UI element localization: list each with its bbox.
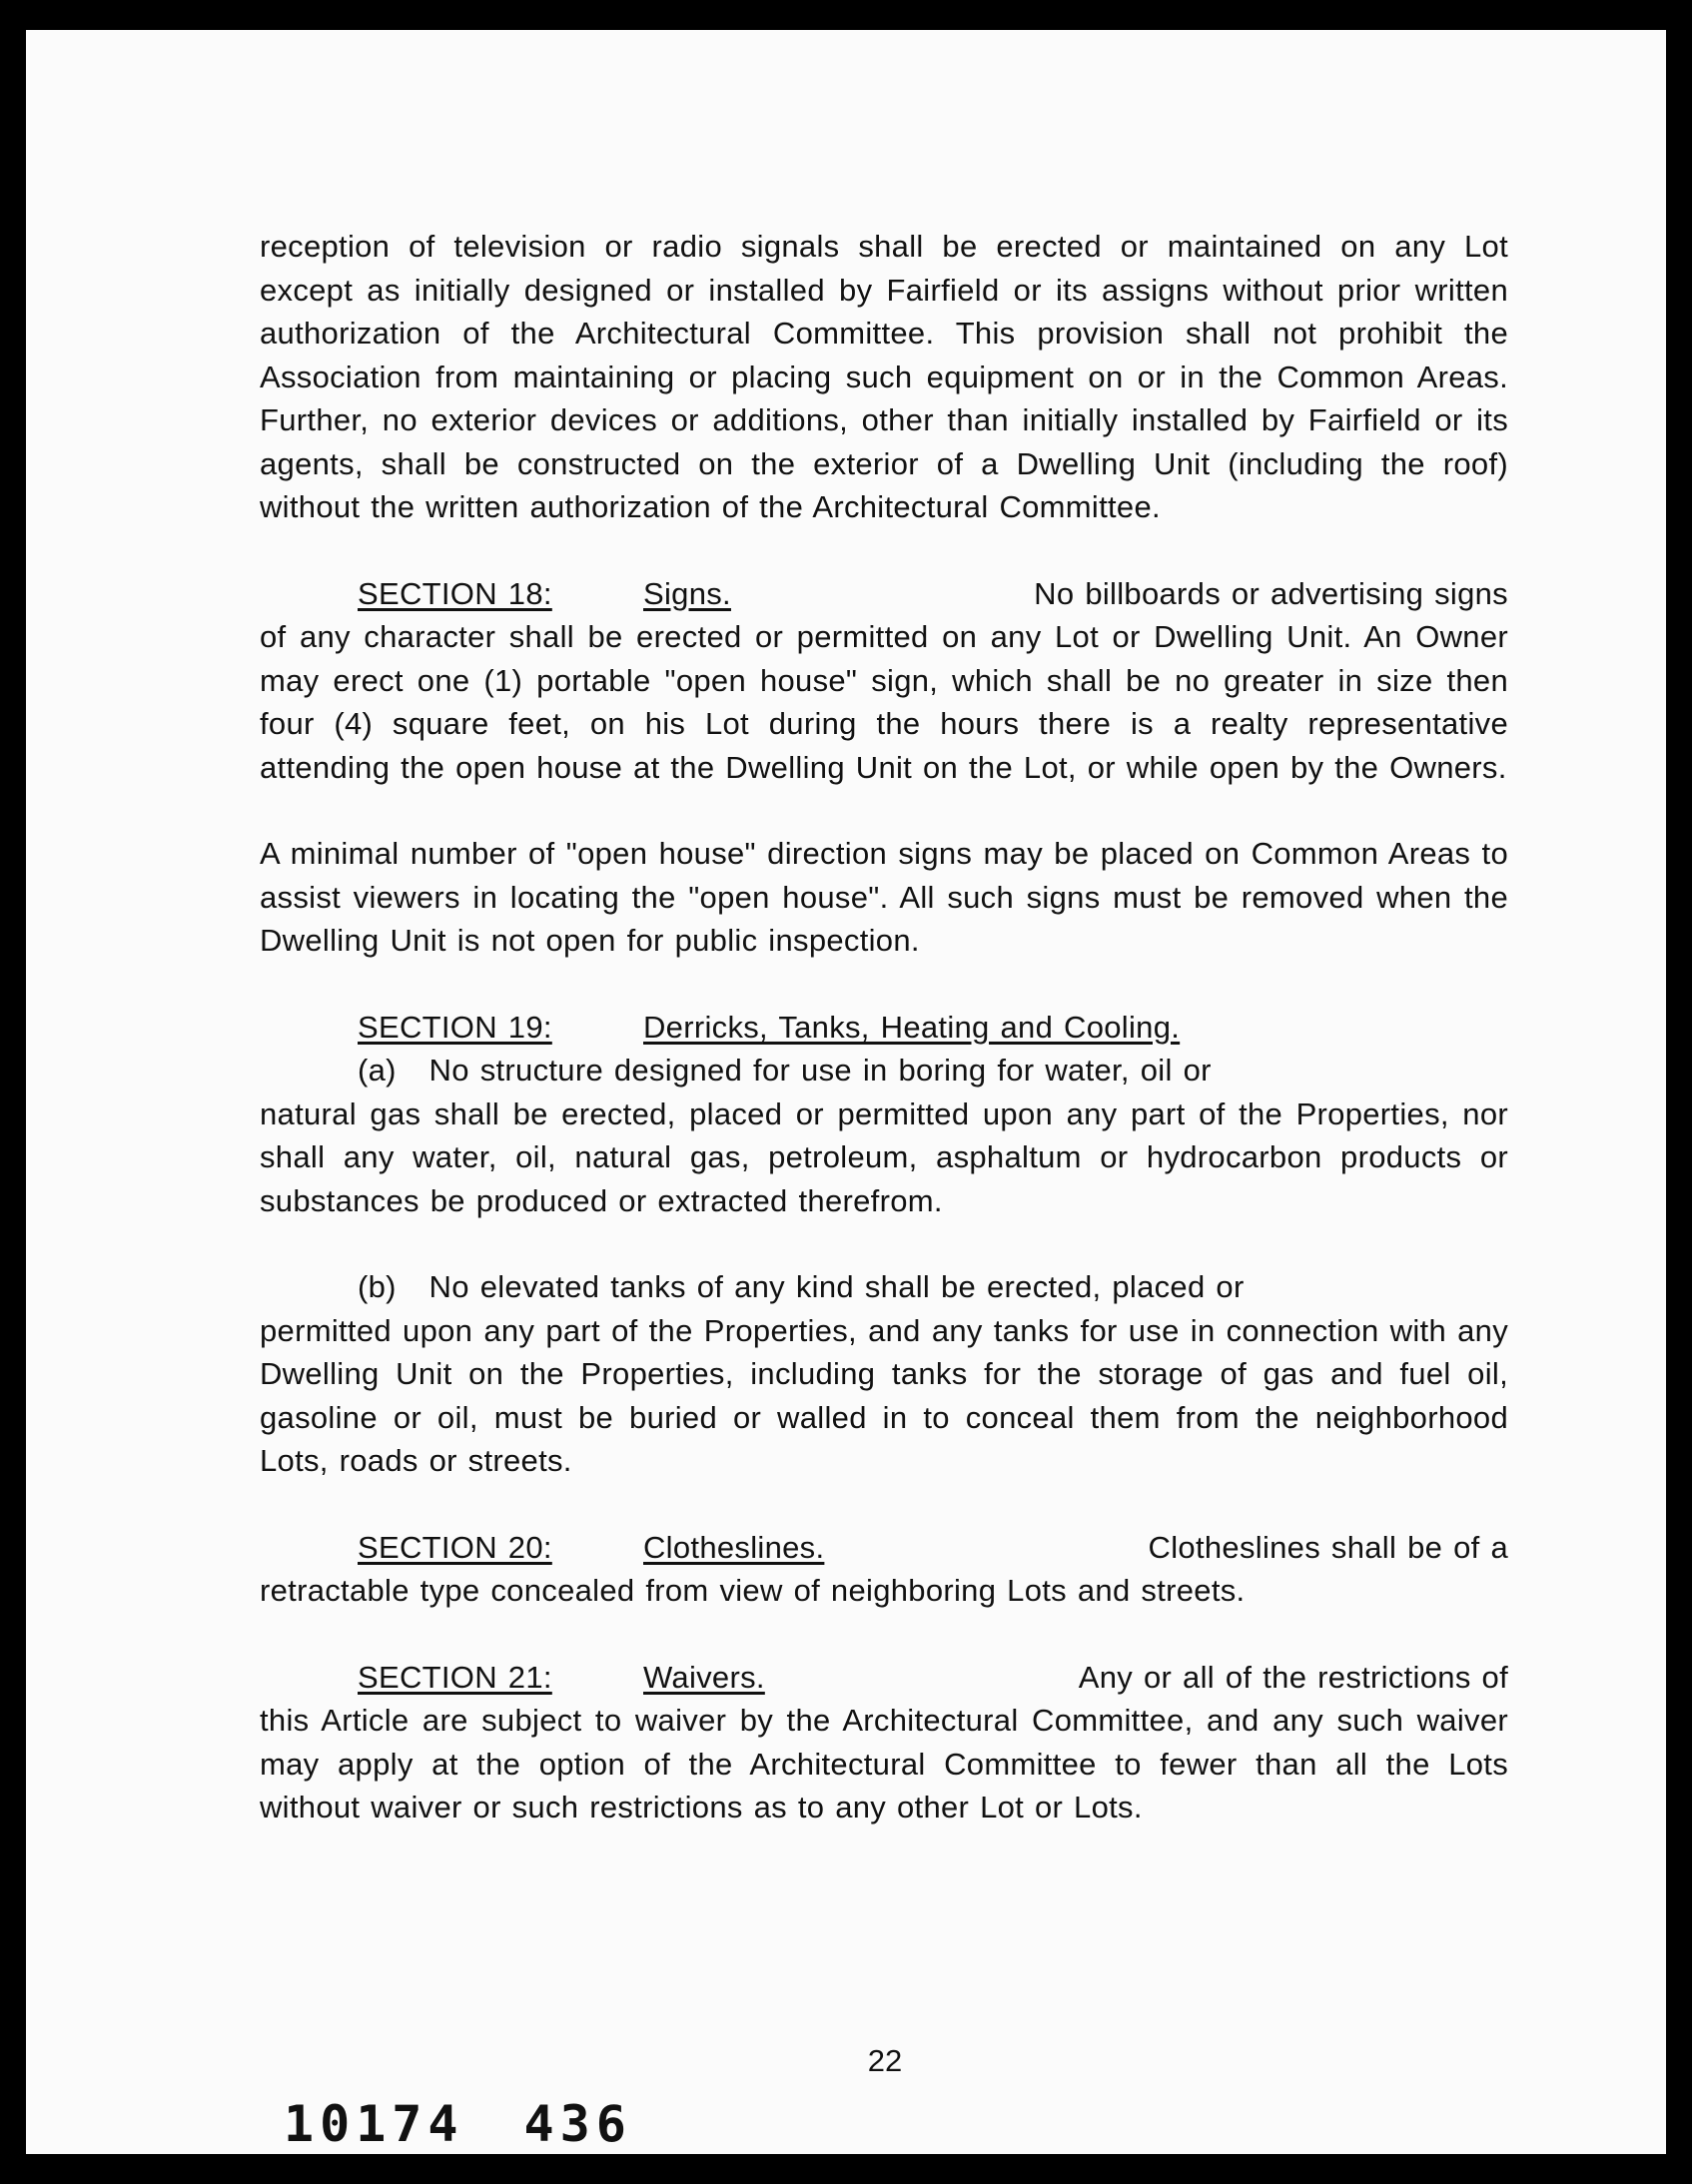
section-20-text: retractable type concealed from view of neighboring Lots and streets.	[260, 1573, 1246, 1608]
item-b-first-words: No elevated tanks of any kind shall be erected, placed or	[428, 1269, 1245, 1304]
section-21-heading	[260, 1656, 1508, 1700]
section-18-heading	[260, 572, 1508, 616]
section-20-title: Clotheslines.	[643, 1529, 825, 1565]
document-page	[26, 30, 1666, 2154]
item-a-label: (a)	[358, 1053, 397, 1088]
section-19-title: Derricks, Tanks, Heating and Cooling.	[643, 1009, 1181, 1045]
stamp-page-number: 436	[523, 2095, 632, 2153]
section-21-first-words: Any or all of the restrictions of	[1078, 1659, 1508, 1695]
section-20-number: SECTION 20:	[358, 1529, 552, 1565]
section-21-text: this Article are subject to waiver by the Architectural Committee, and any such waiver may apply at the option of the Architectural Committee to fewer than all the Lots without waiver or such restrictions as to any other Lot or Lots.	[260, 1703, 1508, 1824]
section-19-item-b-text: permitted upon any part of the Properties, and any tanks for use in connection with any Dwelling Unit on the Properties, including tanks for the storage of gas and fuel oil, gasoline or oil, must be buried or walled in to conceal them from the neighborhood Lots, roads or streets.	[260, 1312, 1508, 1478]
section-19-item-b-first-line	[358, 1265, 1508, 1309]
section-19-item-a-first-line	[358, 1049, 1508, 1092]
section-20-heading	[260, 1526, 1508, 1570]
section-20-first-words: Clotheslines shall be of a	[1148, 1529, 1508, 1565]
continuation-paragraph: reception of television or radio signals shall be erected or maintained on any Lot except as initially designed or installed by Fairfield or its assigns without prior written authorization of the Architectural Committee. This provision shall not prohibit the Association from maintaining or placing such equipment on or in the Common Areas. Further, no exterior devices or additions, other than initially installed by Fairfield or its agents, shall be constructed on the exterior of a Dwelling Unit (including the roof) without the written authorization of the Architectural Committee.	[260, 229, 1508, 524]
section-18-number: SECTION 18:	[358, 575, 552, 611]
item-a-first-words: No structure designed for use in boring for water, oil or	[428, 1053, 1212, 1088]
recording-stamp	[284, 2095, 632, 2153]
section-21-number: SECTION 21:	[358, 1659, 552, 1695]
document-body	[260, 225, 1508, 1829]
item-b-label: (b)	[358, 1269, 397, 1304]
section-18-text: of any character shall be erected or permitted on any Lot or Dwelling Unit. An Owner may erect one (1) portable "open house" sign, which shall be no greater in size then four (4) square feet, on his Lot during the hours there is a realty representative attending the open house at the Dwelling Unit on the Lot, or while open by the Owners.	[260, 619, 1508, 785]
section-18-paragraph-2: A minimal number of "open house" direction signs may be placed on Common Areas to assist viewers in locating the "open house". All such signs must be removed when the Dwelling Unit is not open for public inspection.	[260, 836, 1508, 958]
page-number: 22	[867, 2043, 903, 2078]
section-18-first-words: No billboards or advertising signs	[1034, 575, 1508, 611]
stamp-book-number: 10174	[284, 2095, 464, 2153]
section-19-number: SECTION 19:	[358, 1009, 552, 1045]
section-21-title: Waivers.	[643, 1659, 765, 1695]
section-18-title: Signs.	[643, 575, 731, 611]
section-19-item-a-text: natural gas shall be erected, placed or permitted upon any part of the Properties, nor shall any water, oil, natural gas, petroleum, asphaltum or hydrocarbon products or substances be produced or extracted therefrom.	[260, 1095, 1508, 1218]
section-19-heading	[260, 1006, 1508, 1050]
